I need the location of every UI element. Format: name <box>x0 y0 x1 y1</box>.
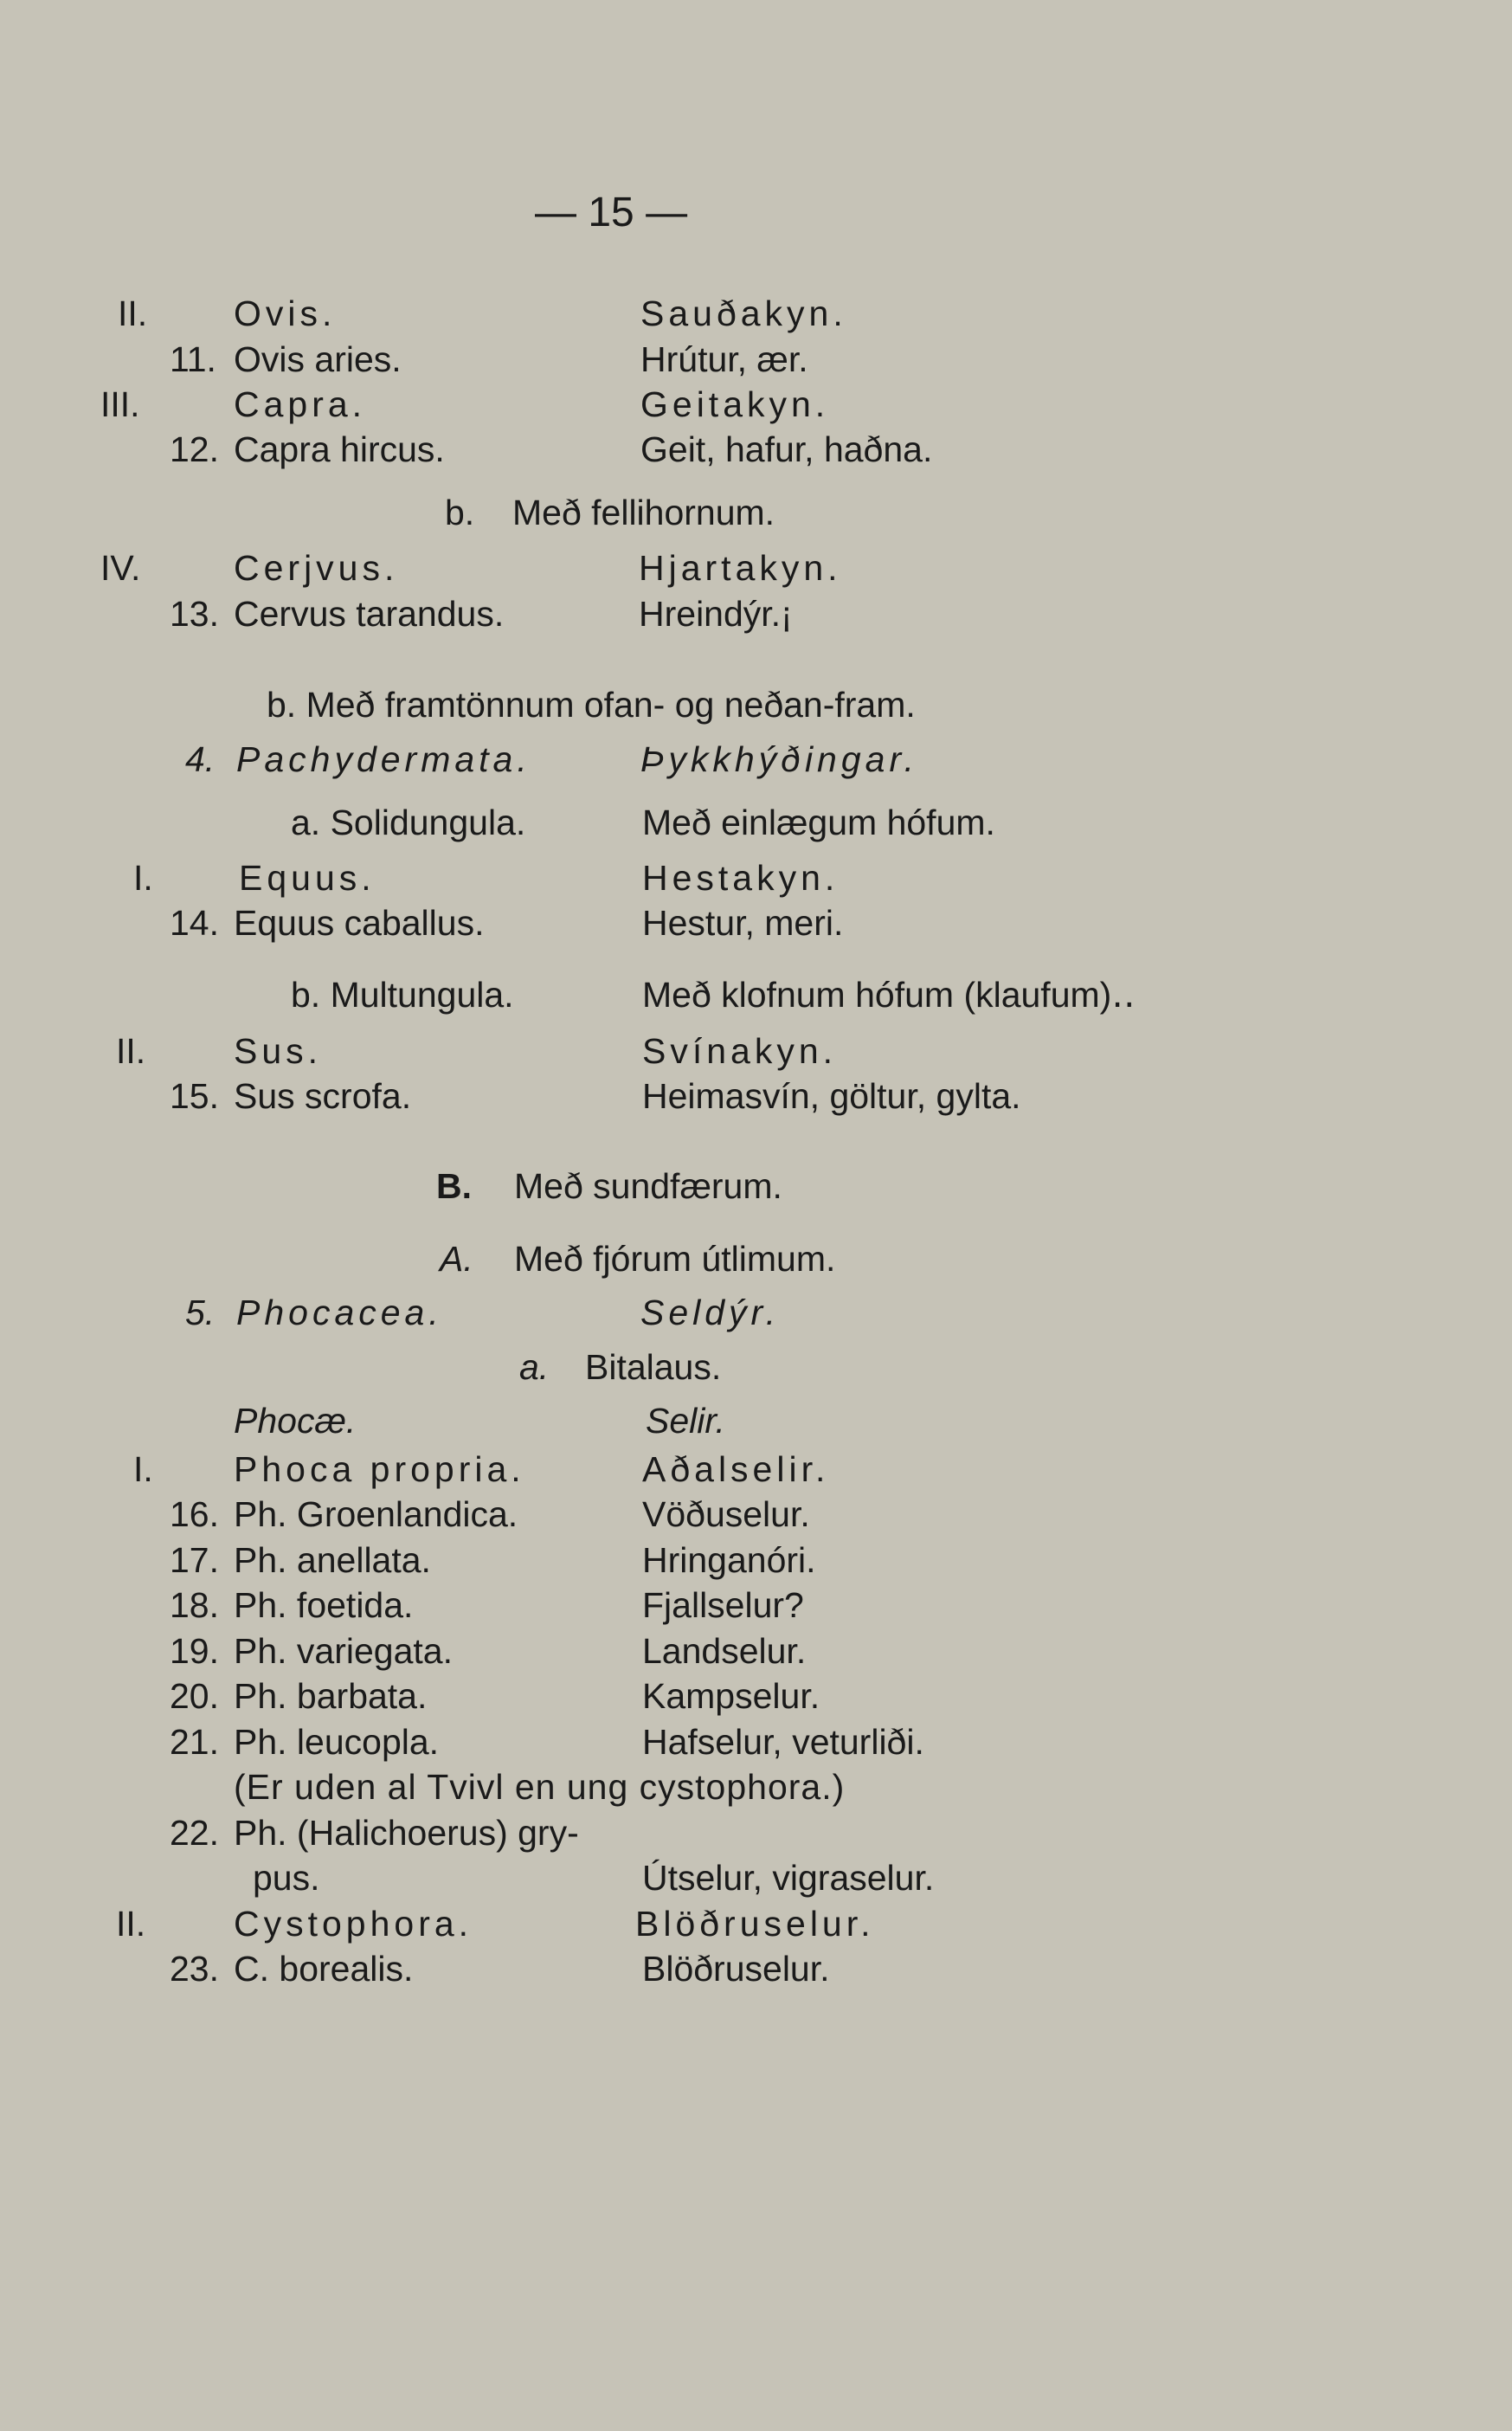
genus-icelandic: Svínakyn. <box>642 1031 838 1071</box>
section-heading: Með fellihornum. <box>512 493 775 532</box>
species-number: 16. <box>170 1494 219 1534</box>
roman-numeral: IV. <box>100 548 141 588</box>
species-latin: Equus caballus. <box>234 903 485 943</box>
species-latin: Sus scrofa. <box>234 1076 412 1116</box>
section-heading: Með fjórum útlimum. <box>514 1239 836 1279</box>
genus-icelandic: Hestakyn. <box>642 858 840 898</box>
species-latin: Ph. foetida. <box>234 1585 414 1625</box>
order-latin: Pachydermata. <box>236 739 531 779</box>
genus-icelandic: Geitakyn. <box>640 384 830 424</box>
species-icelandic: Blöðruselur. <box>642 1949 830 1989</box>
species-number: 18. <box>170 1585 219 1625</box>
section-heading: b. Með framtönnum ofan- og neðan-fram. <box>267 685 916 725</box>
suborder-latin: a. Solidungula. <box>291 803 526 842</box>
species-number: 12. <box>170 429 219 469</box>
roman-numeral: III. <box>100 384 140 424</box>
species-icelandic: Heimasvín, göltur, gylta. <box>642 1076 1021 1116</box>
species-number: 22. <box>170 1813 219 1853</box>
species-number: 20. <box>170 1676 219 1716</box>
species-latin: Ph. anellata. <box>234 1540 431 1580</box>
species-latin: Ph. variegata. <box>234 1631 453 1671</box>
species-number: 14. <box>170 903 219 943</box>
species-latin: Ph. Groenlandica. <box>234 1494 518 1534</box>
species-icelandic: Útselur, vigraselur. <box>642 1858 935 1898</box>
genus-icelandic: Hjartakyn. <box>639 548 842 588</box>
species-latin: Ph. (Halichoerus) gry- <box>234 1813 579 1853</box>
genus-icelandic: Blöðruselur. <box>635 1904 875 1944</box>
species-icelandic: Vöðuselur. <box>642 1494 810 1534</box>
species-latin-continued: pus. <box>253 1858 320 1898</box>
order-latin: Phocacea. <box>236 1293 443 1332</box>
genus-latin: Equus. <box>239 858 376 898</box>
order-icelandic: Seldýr. <box>640 1293 781 1332</box>
section-heading: Með sundfærum. <box>514 1166 782 1206</box>
species-number: 21. <box>170 1722 219 1762</box>
species-number: 11. <box>170 339 216 379</box>
group-latin: Phocæ. <box>234 1401 357 1441</box>
order-number: 5. <box>185 1293 216 1332</box>
species-latin: C. borealis. <box>234 1949 414 1989</box>
roman-numeral: I. <box>133 858 153 898</box>
species-icelandic: Landselur. <box>642 1631 807 1671</box>
species-icelandic: Hafselur, veturliði. <box>642 1722 924 1762</box>
order-number: 4. <box>185 739 216 779</box>
roman-numeral: II. <box>118 293 148 333</box>
species-latin: Ph. barbata. <box>234 1676 428 1716</box>
species-icelandic: Geit, hafur, haðna. <box>640 429 933 469</box>
species-icelandic: Hestur, meri. <box>642 903 844 943</box>
section-heading: Bitalaus. <box>585 1347 722 1387</box>
order-icelandic: Þykkhýðingar. <box>640 739 918 779</box>
genus-latin: Cerjvus. <box>234 548 399 588</box>
genus-latin: Ovis. <box>234 293 337 333</box>
genus-latin: Sus. <box>234 1031 323 1071</box>
group-icelandic: Selir. <box>646 1401 725 1441</box>
species-number: 23. <box>170 1949 219 1989</box>
species-latin: Capra hircus. <box>234 429 445 469</box>
species-icelandic: Hreindýr.¡ <box>639 594 793 634</box>
section-letter: A. <box>440 1239 473 1279</box>
genus-latin: Capra. <box>234 384 367 424</box>
genus-latin: Cystophora. <box>234 1904 473 1944</box>
roman-numeral: II. <box>116 1904 146 1944</box>
section-letter: b. <box>445 493 475 532</box>
species-number: 19. <box>170 1631 219 1671</box>
species-number: 15. <box>170 1076 219 1116</box>
section-letter: B. <box>436 1166 472 1206</box>
roman-numeral: II. <box>116 1031 146 1071</box>
species-latin: Ph. leucopla. <box>234 1722 440 1762</box>
roman-numeral: I. <box>133 1449 153 1489</box>
species-icelandic: Hrútur, ær. <box>640 339 808 379</box>
footnote-remark: (Er uden al Tvivl en ung cystophora.) <box>234 1767 846 1807</box>
species-number: 17. <box>170 1540 219 1580</box>
species-latin: Ovis aries. <box>234 339 402 379</box>
suborder-latin: b. Multungula. <box>291 975 514 1015</box>
genus-icelandic: Sauðakyn. <box>640 293 847 333</box>
suborder-icelandic: Með klofnum hófum (klaufum)‥ <box>642 975 1136 1015</box>
species-latin: Cervus tarandus. <box>234 594 505 634</box>
genus-latin: Phoca propria. <box>234 1449 525 1489</box>
species-number: 13. <box>170 594 219 634</box>
species-icelandic: Fjallselur? <box>642 1585 804 1625</box>
genus-icelandic: Aðalselir. <box>642 1449 830 1489</box>
suborder-icelandic: Með einlægum hófum. <box>642 803 995 842</box>
section-letter: a. <box>519 1347 550 1387</box>
species-icelandic: Hringanóri. <box>642 1540 816 1580</box>
species-icelandic: Kampselur. <box>642 1676 820 1716</box>
page-number: — 15 — <box>535 190 688 235</box>
